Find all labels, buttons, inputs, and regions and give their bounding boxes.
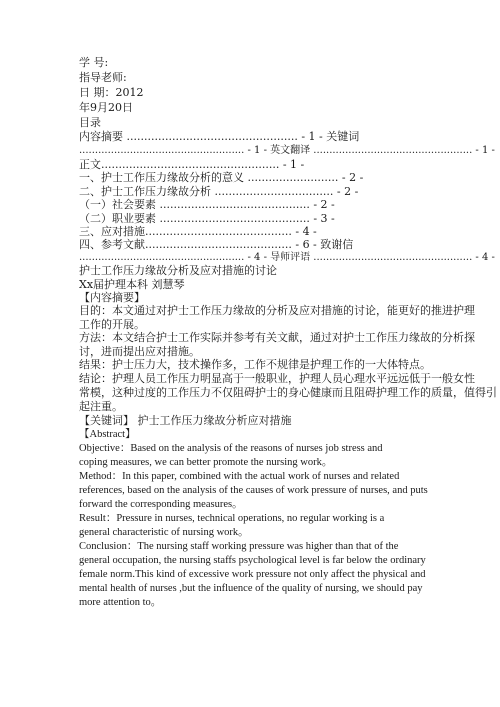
conclusion-text: 常模，这种过度的工作压力不仅阻碍护士的身心健康而且阻碍护理工作的质量，值得引 [79, 386, 497, 399]
toc-line: 二、护士工作压力缘故分析 .................................. - 2 - [79, 185, 359, 198]
en-conclusion-text: general occupation, the nursing staffs psychological level is far below the ordinary [79, 555, 426, 566]
advisor-label: 指导老师: [79, 71, 127, 84]
objective-text: 目的：本文通过对护士工作压力缘故的分析及应对措施的讨论，能更好的推进护理 [79, 304, 475, 317]
en-method-text: forward the corresponding measures。 [79, 499, 243, 510]
date-label: 日 期：2012 [79, 86, 144, 99]
result-text: 结果：护士压力大，技术操作多，工作不规律是护理工作的一大体特点。 [79, 358, 431, 371]
en-result-text: Result：Pressure in nurses, technical operations, no regular working is a [79, 513, 385, 524]
toc-line: 一、护士工作压力缘故分析的意义 .......................... - 2 - [79, 171, 364, 184]
en-conclusion-text: more attention to。 [79, 597, 162, 608]
paper-author: Xx届护理本科 刘慧琴 [79, 278, 185, 291]
en-method-text: references, based on the analysis of the causes of work pressure of nurses, and puts [79, 485, 428, 496]
en-method-text: Method：In this paper, combined with the actual work of nurses and related [79, 471, 400, 482]
conclusion-text: 结论：护理人员工作压力明显高于一般职业，护理人员心理水平远远低于一般女性 [79, 372, 475, 385]
keywords-line: 【关键词】 护士工作压力缘故分析应对措施 [79, 414, 292, 427]
toc-line: （一）社会要素 ........................................... - 2 - [79, 198, 335, 211]
toc-line: .................................................... - 4 - 导师评语 .................................................. - 4 - [79, 252, 495, 263]
en-abstract-heading: 【Abstract】 [79, 429, 136, 440]
en-result-text: general characteristic of nursing work。 [79, 527, 249, 538]
toc-title: 目录 [79, 116, 101, 129]
toc-line: .................................................... - 1 - 英文翻译 .................................................. - 1 - [79, 145, 495, 156]
objective-text: 工作的开展。 [79, 318, 145, 331]
en-conclusion-text: mental health of nurses ,but the influence of the quality of nursing, we should pay [79, 583, 423, 594]
toc-line: 三、应对措施.......................................... - 4 - [79, 225, 317, 238]
toc-line: （二）职业要素 ........................................... - 3 - [79, 212, 335, 225]
en-objective-text: Objective：Based on the analysis of the reasons of nurses job stress and [79, 443, 383, 454]
en-objective-text: coping measures, we can better promote the nursing work。 [79, 457, 333, 468]
conclusion-text: 起注重。 [79, 400, 123, 413]
toc-line: 正文................................................... - 1 - [79, 158, 305, 171]
en-conclusion-text: female norm.This kind of excessive work pressure not only affect the physical and [79, 569, 426, 580]
date-continued: 年9月20日 [79, 101, 133, 114]
en-conclusion-text: Conclusion：The nursing staff working pressure was higher than that of the [79, 541, 399, 552]
abstract-heading: 【内容摘要】 [79, 291, 145, 304]
method-text: 方法：本文结合护士工作实际并参考有关文献，通过对护士工作压力缘故的分析探 [79, 331, 475, 344]
student-id-label: 学 号: [79, 56, 109, 69]
paper-title: 护士工作压力缘故分析及应对措施的讨论 [79, 264, 277, 277]
method-text: 讨，进而提出应对措施。 [79, 345, 200, 358]
toc-line: 内容摘要 ................................................. - 1 - 关键词 [79, 130, 360, 143]
toc-line: 四、参考文献.......................................... - 6 - 致谢信 [79, 238, 354, 251]
